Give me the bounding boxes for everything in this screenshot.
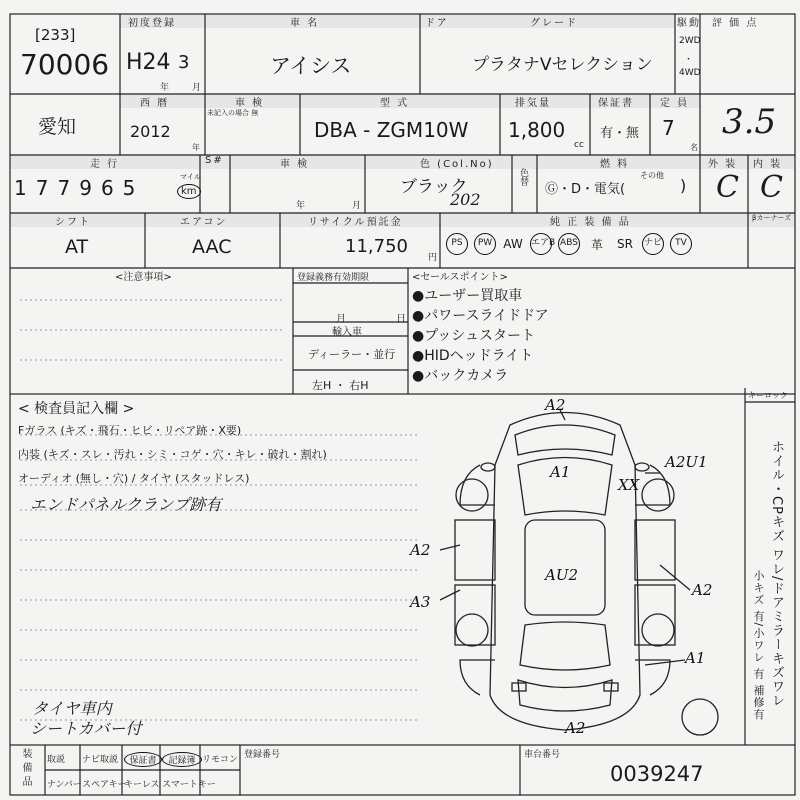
mileage-digit: 7	[35, 176, 58, 200]
western-label: 西 暦	[140, 98, 170, 109]
accessory-item: ナビ取説	[82, 755, 119, 765]
month-unit: 月	[192, 83, 202, 93]
handle-options: 左H ・ 右H	[312, 379, 369, 392]
car-tail	[518, 680, 612, 711]
side-legend-main: ホイル・CPキズ ワレ/ドアミラーキズワレ	[769, 440, 784, 708]
capacity-label: 定 員	[660, 98, 690, 109]
shaken-note: 未記入の場合 無	[207, 109, 259, 117]
inspector-interior: 内装 (キズ・スレ・汚れ・シミ・コゲ・穴・キレ・破れ・割れ)	[18, 448, 327, 461]
warranty-value: 有・無	[600, 126, 640, 141]
spare-wheel	[682, 699, 718, 735]
drive-2wd: 2WD	[679, 36, 701, 46]
right-front-door	[635, 520, 675, 580]
warranty-label: 保証書	[598, 98, 634, 109]
era-year: H24	[126, 50, 171, 75]
accessory-item: スマートキー	[162, 780, 216, 790]
car-damage-diagram	[400, 395, 745, 745]
damage-mark: A2	[565, 719, 586, 737]
left-mirror	[481, 463, 495, 471]
accessory-item: スペアキー	[82, 780, 127, 790]
mileage-digit: 5	[122, 176, 145, 200]
recycle-value: 11,750	[345, 236, 408, 257]
ac-label: エアコン	[180, 217, 228, 228]
sales-point: ●ユーザー買取車	[412, 288, 523, 304]
mileage-unit-small: マイル	[180, 173, 201, 181]
car-hood	[515, 425, 615, 455]
equipment-item: PW	[474, 233, 496, 255]
equipment-list	[446, 233, 692, 255]
capacity-unit: 名	[690, 143, 698, 152]
displacement: 1,800	[508, 118, 566, 142]
right-rear-wheel	[642, 614, 674, 646]
recycle-label: リサイクル預託金	[308, 217, 403, 228]
mileage-digit: 6	[100, 176, 123, 200]
accessory-item: 取説	[47, 755, 66, 765]
side-legend-sub: 小キズ 有/小ワレ 有 補修有	[752, 570, 765, 721]
equipment-item: SR	[617, 237, 633, 251]
right-mirror	[635, 463, 649, 471]
deadline-month: 月	[336, 314, 346, 325]
year-unit-2: 年	[192, 143, 200, 152]
exterior-label: 外 装	[708, 159, 738, 170]
sales-point: ●HIDヘッドライト	[412, 348, 534, 364]
equipment-label: 純 正 装 備 品	[550, 217, 631, 228]
mileage-digits	[14, 176, 144, 200]
cc-unit: cc	[574, 140, 584, 150]
shift-label: シフト	[55, 217, 91, 228]
damage-mark: A2U1	[665, 453, 708, 471]
keyrock-label: キーロック	[748, 391, 788, 400]
chassis-label: 車台番号	[524, 750, 561, 760]
sales-label: <セールスポイント>	[412, 272, 508, 283]
equipment-item: AW	[503, 237, 523, 251]
model-label: 型 式	[380, 98, 410, 109]
drive-label: 駆動	[677, 18, 701, 29]
left-rear-wheel	[456, 614, 488, 646]
mileage-label: 走 行	[90, 159, 120, 170]
equipment-item: ABS	[558, 233, 580, 255]
equipment-item: TV	[670, 233, 692, 255]
model: DBA - ZGM10W	[314, 118, 469, 142]
chassis-number: 0039247	[610, 762, 704, 786]
displacement-label: 排気量	[515, 98, 551, 109]
shaken-label: 車 検	[235, 98, 265, 109]
lot-small: [233]	[35, 26, 76, 44]
equipment-item: 革	[590, 237, 603, 252]
import-label: 輸入車	[332, 327, 362, 338]
fuel-close: )	[680, 176, 687, 195]
inspector-note-tire: タイヤ車内	[32, 699, 112, 718]
car-name: アイシス	[270, 54, 352, 78]
car-name-label: 車 名	[290, 18, 320, 29]
sales-point: ●パワースライドドア	[412, 308, 549, 324]
damage-mark: A1	[550, 463, 571, 481]
score-value: 3.5	[722, 102, 777, 142]
sales-points	[412, 286, 549, 386]
sales-point: ●プッシュスタート	[412, 328, 535, 344]
accessories-label: 装備品	[20, 748, 31, 790]
inspection-label: 車 検	[280, 159, 310, 170]
yen-unit: 円	[428, 253, 438, 263]
accessories-row1	[47, 752, 242, 767]
reg-number-label: 登録番号	[244, 750, 281, 760]
equipment-item: PS	[446, 233, 468, 255]
inspector-note-cover: シートカバー付	[30, 719, 142, 738]
score-label: 評 価 点	[712, 18, 759, 29]
damage-mark: XX	[618, 476, 640, 494]
color-number: 202	[450, 190, 481, 209]
accessory-item: キーレス	[124, 780, 160, 790]
accessory-item-circled: 保証書	[124, 752, 162, 767]
damage-mark: A2	[410, 541, 431, 559]
inspection-year-unit: 年	[296, 201, 306, 211]
damage-mark: AU2	[545, 566, 579, 584]
registration-deadline-label: 登録義務有効期限	[297, 273, 370, 283]
first-reg-label: 初度登録	[128, 18, 176, 29]
s-label: S#	[205, 155, 224, 166]
left-front-door	[455, 520, 495, 580]
ac-value: AAC	[192, 236, 232, 258]
mileage-digit: 7	[57, 176, 80, 200]
shift-value: AT	[65, 236, 89, 258]
left-rear-door	[455, 585, 495, 645]
reg-month: 3	[178, 52, 190, 73]
western-year: 2012	[130, 122, 171, 141]
inspector-audio: オーディオ (無し・穴) / タイヤ (スタッドレス)	[18, 472, 250, 485]
damage-mark: A2	[692, 581, 713, 599]
drive-4wd: 4WD	[679, 68, 701, 78]
damage-mark: A1	[685, 649, 706, 667]
color-change-label: 色替	[518, 168, 528, 186]
year-unit: 年	[160, 83, 170, 93]
fuel-other: その他	[640, 171, 664, 180]
right-rear-door	[635, 585, 675, 645]
inspector-glass: Fガラス (キズ・飛石・ヒビ・リペア跡・X要)	[18, 424, 242, 437]
beta-label: βカーナーズ	[752, 214, 792, 222]
inspector-title: < 検査員記入欄 >	[18, 401, 135, 417]
fuel-options: Ⓖ・D・電気(	[545, 182, 626, 197]
interior-score: C	[760, 170, 783, 205]
mileage-digit: 9	[79, 176, 101, 200]
car-rear-window	[520, 622, 610, 670]
lot-number: 70006	[20, 48, 110, 81]
grade-label: グレード	[530, 18, 578, 29]
color: ブラック	[400, 177, 468, 197]
region: 愛知	[38, 116, 77, 138]
exterior-score: C	[716, 170, 739, 205]
inspector-note-clamp: エンドパネルクランプ跡有	[30, 495, 222, 514]
equipment-item: エアB	[530, 233, 552, 255]
sales-point: ●バックカメラ	[412, 368, 509, 384]
drive-dot: ・	[684, 55, 694, 65]
damage-mark: A2	[545, 396, 566, 414]
damage-mark: A3	[410, 593, 431, 611]
accessories-row2	[47, 777, 216, 790]
inspection-month-unit: 月	[352, 201, 362, 211]
grade: プラタナVセレクション	[472, 55, 653, 75]
import-options: ディーラー・並行	[308, 348, 396, 361]
accessory-item: リモコン	[202, 755, 239, 765]
deadline-day: 日	[396, 314, 406, 325]
color-label: 色 (Col.No)	[420, 159, 494, 170]
accessory-item-circled: 記録簿	[162, 752, 202, 767]
interior-label: 内 装	[753, 159, 783, 170]
mileage-unit: km	[177, 184, 201, 199]
accessory-item: ナンバー	[47, 780, 82, 790]
door-label: ドア	[425, 18, 449, 29]
notes-label: <注意事項>	[115, 272, 172, 283]
fuel-label: 燃 料	[600, 159, 630, 170]
equipment-item: ナビ	[642, 233, 664, 255]
mileage-digit: 1	[14, 176, 36, 200]
capacity: 7	[662, 116, 675, 140]
